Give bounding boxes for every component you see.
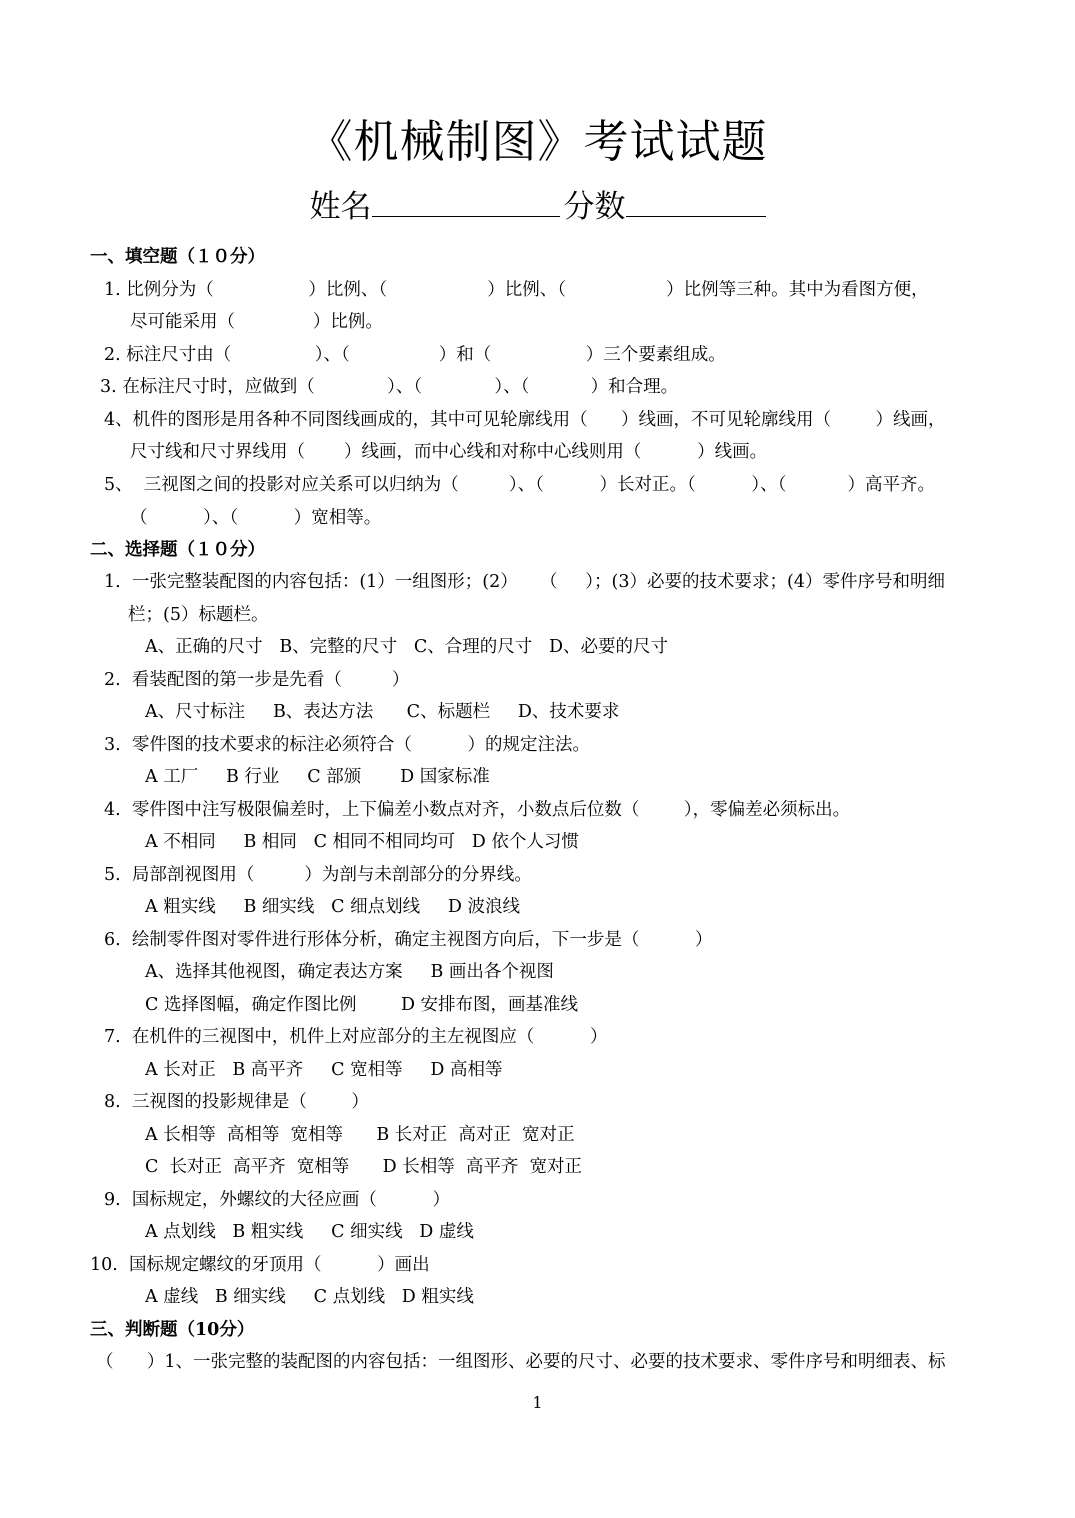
score-label: 分数 (563, 189, 626, 225)
choice-q1-options: A、正确的尺寸 B、完整的尺寸 C、合理的尺寸 D、必要的尺寸 (145, 637, 668, 657)
fill-q4-line2: 尺寸线和尺寸界线用（ ）线画，而中心线和对称中心线则用（ ）线画。 (130, 442, 768, 462)
choice-q2: 2. 看装配图的第一步是先看（ ） (104, 670, 410, 690)
choice-q3: 3. 零件图的技术要求的标注必须符合（ ）的规定注法。 (104, 735, 590, 755)
fill-q4-line1: 4、机件的图形是用各种不同图线画成的，其中可见轮廓线用（ ）线画，不可见轮廓线用（ ）线画， (104, 410, 946, 430)
name-label: 姓名 (309, 189, 372, 225)
choice-q9: 9. 国标规定，外螺纹的大径应画（ ） (104, 1190, 450, 1210)
section-choice-heading: 二、选择题（１０分） (90, 540, 265, 560)
choice-q10: 10. 国标规定螺纹的牙顶用（ ）画出 (90, 1255, 430, 1275)
choice-q4-options: A 不相同 B 相同 C 相同不相同均可 D 依个人习惯 (145, 832, 579, 852)
choice-q1-line1: 1. 一张完整装配图的内容包括：(1）一组图形；(2） （ ）；(3）必要的技术要求；(4）零件序号和明细 (104, 572, 945, 592)
choice-q8-options-2: C 长对正 高平齐 宽相等 D 长相等 高平齐 宽对正 (145, 1157, 582, 1177)
choice-q1-line2: 栏；(5）标题栏。 (128, 605, 269, 625)
choice-q10-options: A 虚线 B 细实线 C 点划线 D 粗实线 (145, 1287, 474, 1307)
fill-q3: 3. 在标注尺寸时，应做到（ ）、（ ）、（ ）和合理。 (100, 377, 679, 397)
fill-q1-line1: 1. 比例分为（ ）比例、（ ）比例、（ ）比例等三种。其中为看图方便， (104, 280, 929, 300)
fill-q2: 2. 标注尺寸由（ ）、（ ）和（ ）三个要素组成。 (104, 345, 726, 365)
score-blank[interactable] (626, 186, 766, 217)
choice-q3-options: A 工厂 B 行业 C 部颁 D 国家标准 (145, 767, 490, 787)
section-judge-heading: 三、判断题（10分） (90, 1320, 255, 1340)
choice-q7-options: A 长对正 B 高平齐 C 宽相等 D 高相等 (145, 1060, 503, 1080)
fill-q5-line1: 5、 三视图之间的投影对应关系可以归纳为（ ）、（ ）长对正。（ ）、（ ）高平齐。 (104, 475, 936, 495)
choice-q6-options-2: C 选择图幅，确定作图比例 D 安排布图，画基准线 (145, 995, 579, 1015)
page-number: 1 (532, 1393, 543, 1412)
judge-q1: （ ）1、一张完整的装配图的内容包括：一组图形、必要的尺寸、必要的技术要求、零件序号和明细表、标 (96, 1352, 946, 1372)
choice-q6: 6. 绘制零件图对零件进行形体分析，确定主视图方向后，下一步是（ ） (104, 930, 713, 950)
choice-q6-options-1: A、选择其他视图，确定表达方案 B 画出各个视图 (145, 962, 554, 982)
fill-q5-line2: （ ）、（ ）宽相等。 (130, 508, 382, 528)
choice-q8-options-1: A 长相等 高相等 宽相等 B 长对正 高对正 宽对正 (145, 1125, 575, 1145)
choice-q5: 5. 局部剖视图用（ ）为剖与未剖部分的分界线。 (104, 865, 532, 885)
choice-q8: 8. 三视图的投影规律是（ ） (104, 1092, 369, 1112)
choice-q9-options: A 点划线 B 粗实线 C 细实线 D 虚线 (145, 1222, 474, 1242)
section-fill-heading: 一、填空题（１０分） (90, 247, 265, 267)
name-blank[interactable] (372, 186, 560, 217)
choice-q5-options: A 粗实线 B 细实线 C 细点划线 D 波浪线 (145, 897, 520, 917)
name-score-line (0, 184, 1075, 230)
choice-q7: 7. 在机件的三视图中，机件上对应部分的主左视图应（ ） (104, 1027, 608, 1047)
choice-q2-options: A、尺寸标注 B、表达方法 C、标题栏 D、技术要求 (145, 702, 620, 722)
fill-q1-line2: 尽可能采用（ ）比例。 (130, 312, 383, 332)
choice-q4: 4. 零件图中注写极限偏差时，上下偏差小数点对齐，小数点后位数（ ），零偏差必须标出。 (104, 800, 851, 820)
page-title: 《机械制图》考试试题 (307, 115, 768, 168)
